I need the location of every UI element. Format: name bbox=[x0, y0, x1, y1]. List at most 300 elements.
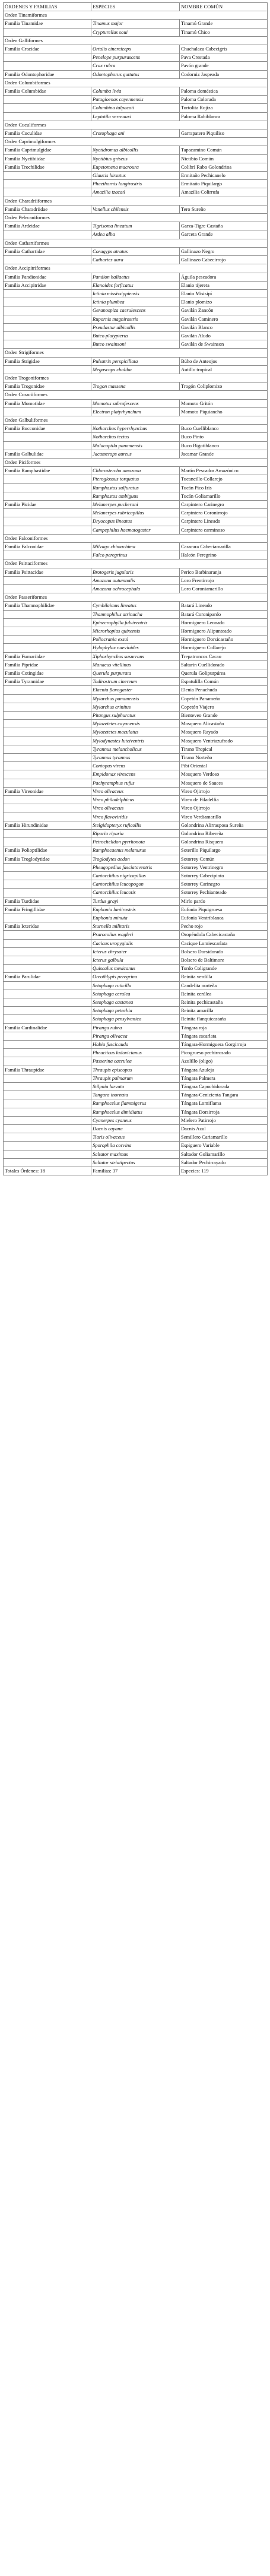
species-cell: Crotophaga ani bbox=[91, 129, 180, 138]
species-row bbox=[4, 871, 268, 880]
common-name-cell: Tinamú Grande bbox=[180, 20, 268, 28]
species-cell: Falco peregrinus bbox=[91, 551, 180, 560]
order-name: Orden Galbuliformes bbox=[4, 416, 91, 424]
common-name-cell: Reinita flanquicastaña bbox=[180, 1015, 268, 1023]
order-row bbox=[4, 534, 268, 542]
species-cell: Setophaga cerulea bbox=[91, 990, 180, 998]
order-row-empty bbox=[91, 36, 268, 45]
order-row bbox=[4, 264, 268, 273]
order-row-empty bbox=[91, 534, 268, 542]
common-name-cell: Loro Coroniamarillo bbox=[180, 585, 268, 593]
common-name-cell: Mosquero Ventriazufrado bbox=[180, 737, 268, 745]
family-cell bbox=[4, 53, 91, 62]
family-cell: Familia Strigidae bbox=[4, 357, 91, 365]
species-cell: Piranga rubra bbox=[91, 1023, 180, 1032]
order-row-empty bbox=[91, 239, 268, 247]
species-cell: Manacus vitellinus bbox=[91, 660, 180, 669]
species-row bbox=[4, 509, 268, 517]
species-cell: Amazilia tzacatl bbox=[91, 188, 180, 197]
species-row bbox=[4, 425, 268, 433]
species-row bbox=[4, 889, 268, 897]
species-cell: Tangara inornata bbox=[91, 1091, 180, 1099]
common-name-cell: Loro Frentirrojo bbox=[180, 576, 268, 584]
common-name-cell: Tortolita Rojiza bbox=[180, 104, 268, 112]
common-name-cell: Mosquero Alicastaño bbox=[180, 720, 268, 728]
species-row bbox=[4, 492, 268, 500]
order-row-empty bbox=[91, 416, 268, 424]
order-name: Orden Caprimulgiformes bbox=[4, 138, 91, 146]
family-cell: Familia Tyrannidae bbox=[4, 678, 91, 686]
species-row bbox=[4, 1099, 268, 1108]
species-cell: Nyctidromus albicollis bbox=[91, 146, 180, 154]
order-row-empty bbox=[91, 78, 268, 87]
family-cell: Familia Picidae bbox=[4, 500, 91, 508]
common-name-cell: Tirano Tropical bbox=[180, 745, 268, 753]
species-cell: Saltator maximus bbox=[91, 1150, 180, 1158]
species-cell: Pheugopedius fasciatoventris bbox=[91, 863, 180, 871]
species-cell: Tigrisoma lineatum bbox=[91, 222, 180, 230]
species-cell: Cantorchilus leucopogon bbox=[91, 880, 180, 889]
common-name-cell: Ermitaño Pechicanelo bbox=[180, 172, 268, 180]
species-row bbox=[4, 754, 268, 762]
family-cell bbox=[4, 112, 91, 121]
species-cell: Leptotila verreauxi bbox=[91, 112, 180, 121]
family-cell: Familia Tinamidae bbox=[4, 20, 91, 28]
family-cell bbox=[4, 703, 91, 711]
common-name-cell: Soterillo Piquilargo bbox=[180, 846, 268, 855]
family-cell bbox=[4, 585, 91, 593]
species-cell: Penelope purpurascens bbox=[91, 53, 180, 62]
family-cell bbox=[4, 889, 91, 897]
species-row bbox=[4, 340, 268, 349]
common-name-cell: Tapacamino Común bbox=[180, 146, 268, 154]
species-cell: Melanerpes rubricapillus bbox=[91, 509, 180, 517]
common-name-cell: Jacamar Grande bbox=[180, 450, 268, 458]
common-name-cell: Mielero Patirrojo bbox=[180, 1116, 268, 1124]
species-cell: Ramphocelus dimidiatus bbox=[91, 1108, 180, 1116]
common-name-cell: Bolsero Dorsidorado bbox=[180, 947, 268, 956]
common-name-cell: Vireo Verdiamarillo bbox=[180, 813, 268, 821]
total-families: Familias: 37 bbox=[91, 1167, 180, 1175]
species-cell: Malacoptila panamensis bbox=[91, 441, 180, 450]
species-row bbox=[4, 1108, 268, 1116]
common-name-cell: Garceta Grande bbox=[180, 230, 268, 239]
common-name-cell: Reinita pechicastaña bbox=[180, 998, 268, 1006]
species-cell: Vanellus chilensis bbox=[91, 205, 180, 213]
family-cell bbox=[4, 104, 91, 112]
common-name-cell: Copetón Viajero bbox=[180, 703, 268, 711]
common-name-cell: Tángara Dorsirroja bbox=[180, 1108, 268, 1116]
species-cell: Amazona ochrocephala bbox=[91, 585, 180, 593]
common-name-cell: Dacnis Azul bbox=[180, 1125, 268, 1133]
order-row bbox=[4, 138, 268, 146]
species-cell: Columbina talpacoti bbox=[91, 104, 180, 112]
common-name-cell: Pavón grande bbox=[180, 62, 268, 70]
species-cell: Myiodynastes luteiventris bbox=[91, 737, 180, 745]
species-cell: Icterus galbula bbox=[91, 956, 180, 964]
order-row-empty bbox=[91, 560, 268, 568]
species-row bbox=[4, 694, 268, 703]
common-name-cell: Pibí Oriental bbox=[180, 762, 268, 770]
family-cell: Familia Cotingidae bbox=[4, 669, 91, 678]
common-name-cell: Gallinazo Negro bbox=[180, 247, 268, 255]
species-row bbox=[4, 441, 268, 450]
species-cell: Geranospiza caerulescens bbox=[91, 306, 180, 315]
species-cell: Turdus grayi bbox=[91, 897, 180, 905]
species-row bbox=[4, 188, 268, 197]
species-cell: Epinecrophylla fulviventris bbox=[91, 618, 180, 627]
common-name-cell: Oropéndola Cabecicastaña bbox=[180, 931, 268, 939]
species-cell: Buteo platypterus bbox=[91, 331, 180, 340]
species-row bbox=[4, 104, 268, 112]
species-row bbox=[4, 1083, 268, 1091]
common-name-cell: Vireo de Filadelfia bbox=[180, 796, 268, 804]
species-row bbox=[4, 796, 268, 804]
family-cell: Familia Thamnophilidae bbox=[4, 602, 91, 610]
species-cell: Chlorostercha amazona bbox=[91, 467, 180, 475]
species-row bbox=[4, 129, 268, 138]
species-cell: Crypturellus soui bbox=[91, 28, 180, 36]
species-cell: Cymbilaimus lineatus bbox=[91, 602, 180, 610]
species-cell: Ortalis cinereiceps bbox=[91, 45, 180, 53]
family-cell: Familia Odontophoridae bbox=[4, 70, 91, 78]
species-row bbox=[4, 475, 268, 483]
common-name-cell: Garza-Tigre Castaña bbox=[180, 222, 268, 230]
common-name-cell: Halcón Peregrino bbox=[180, 551, 268, 560]
order-row-empty bbox=[91, 11, 268, 20]
family-cell bbox=[4, 618, 91, 627]
species-row bbox=[4, 1074, 268, 1082]
species-row bbox=[4, 399, 268, 407]
species-row bbox=[4, 897, 268, 905]
common-name-cell: Cacique Lomiescarlata bbox=[180, 939, 268, 947]
family-cell: Familia Nyctibiidae bbox=[4, 154, 91, 163]
family-cell bbox=[4, 694, 91, 703]
family-cell: Familia Caprimulgidae bbox=[4, 146, 91, 154]
common-name-cell: Querula Golipurpúrea bbox=[180, 669, 268, 678]
family-cell: Familia Columbidae bbox=[4, 87, 91, 96]
species-row bbox=[4, 779, 268, 787]
common-name-cell: Golondrina Ribereña bbox=[180, 829, 268, 837]
common-name-cell: Codorniz Jaspeada bbox=[180, 70, 268, 78]
species-row bbox=[4, 230, 268, 239]
species-row bbox=[4, 483, 268, 492]
species-cell: Patagioenas cayennensis bbox=[91, 96, 180, 104]
species-row bbox=[4, 1133, 268, 1142]
family-cell bbox=[4, 230, 91, 239]
species-cell: Myiozetetes cayanensis bbox=[91, 720, 180, 728]
family-cell bbox=[4, 939, 91, 947]
order-row bbox=[4, 458, 268, 466]
order-name: Orden Accipitriformes bbox=[4, 264, 91, 273]
common-name-cell: Bolsero de Baltimore bbox=[180, 956, 268, 964]
species-cell: Phaethornis longirostris bbox=[91, 180, 180, 188]
species-cell: Cantorchilus leucotis bbox=[91, 889, 180, 897]
family-cell: Familia Psittacidae bbox=[4, 568, 91, 576]
species-cell: Nyctibius griseus bbox=[91, 154, 180, 163]
family-cell bbox=[4, 315, 91, 323]
species-cell: Oreothlypis peregrina bbox=[91, 973, 180, 981]
species-row bbox=[4, 627, 268, 636]
species-cell: Trogon massena bbox=[91, 383, 180, 391]
common-name-cell: Reinita cerúlea bbox=[180, 990, 268, 998]
common-name-cell: Nictibio Común bbox=[180, 154, 268, 163]
species-row bbox=[4, 433, 268, 441]
order-row-empty bbox=[91, 214, 268, 222]
species-cell: Habia fuscicauda bbox=[91, 1040, 180, 1048]
family-cell bbox=[4, 956, 91, 964]
common-name-cell: Martín Pescador Amazónico bbox=[180, 467, 268, 475]
family-cell bbox=[4, 644, 91, 652]
order-row-empty bbox=[91, 197, 268, 205]
family-cell bbox=[4, 636, 91, 644]
common-name-cell: Sotorrey Pechianteado bbox=[180, 889, 268, 897]
family-cell: Familia Falconidae bbox=[4, 543, 91, 551]
species-row bbox=[4, 323, 268, 331]
common-name-cell: Elanio tijereta bbox=[180, 281, 268, 289]
species-row bbox=[4, 551, 268, 560]
species-row bbox=[4, 652, 268, 660]
common-name-cell: Tinamú Chico bbox=[180, 28, 268, 36]
species-cell: Ardea alba bbox=[91, 230, 180, 239]
common-name-cell: Amazilia Colirrufa bbox=[180, 188, 268, 197]
species-cell: Ictinia plumbea bbox=[91, 298, 180, 306]
common-name-cell: Batará Coronipardo bbox=[180, 610, 268, 618]
species-row bbox=[4, 602, 268, 610]
order-row bbox=[4, 416, 268, 424]
species-row bbox=[4, 813, 268, 821]
species-row bbox=[4, 669, 268, 678]
species-cell: Buteo swainsoni bbox=[91, 340, 180, 349]
species-row bbox=[4, 298, 268, 306]
common-name-cell: Garrapatero Piquiliso bbox=[180, 129, 268, 138]
order-name: Orden Passeriformes bbox=[4, 593, 91, 602]
species-cell: Myiarchus panamensis bbox=[91, 694, 180, 703]
species-cell: Icterus chrysater bbox=[91, 947, 180, 956]
species-row bbox=[4, 1049, 268, 1057]
family-cell: Familia Polioptilidae bbox=[4, 846, 91, 855]
order-row-empty bbox=[91, 391, 268, 399]
common-name-cell: Gavilán de Swainson bbox=[180, 340, 268, 349]
common-name-cell: Paloma Colorada bbox=[180, 96, 268, 104]
common-name-cell: Tángara escarlata bbox=[180, 1032, 268, 1040]
common-name-cell: Saltador Pechirrayado bbox=[180, 1158, 268, 1167]
common-name-cell: Reinita amarilla bbox=[180, 1007, 268, 1015]
species-cell: Coragyps atratus bbox=[91, 247, 180, 255]
species-cell: Pheucticus ludovicianus bbox=[91, 1049, 180, 1057]
species-row bbox=[4, 998, 268, 1006]
species-row bbox=[4, 737, 268, 745]
species-row bbox=[4, 728, 268, 737]
common-name-cell: Golondrina Alirrasposa Sureña bbox=[180, 821, 268, 829]
species-row bbox=[4, 880, 268, 889]
family-cell bbox=[4, 172, 91, 180]
family-cell bbox=[4, 441, 91, 450]
family-cell bbox=[4, 1133, 91, 1142]
species-cell: Tyrannus tyrannus bbox=[91, 754, 180, 762]
family-cell: Familia Furnariidae bbox=[4, 652, 91, 660]
species-row bbox=[4, 1040, 268, 1048]
species-row bbox=[4, 939, 268, 947]
common-name-cell: Reinita verdilla bbox=[180, 973, 268, 981]
common-name-cell: Batará Lineado bbox=[180, 602, 268, 610]
species-cell: Vireo philadelphicus bbox=[91, 796, 180, 804]
common-name-cell: Sotorrey Carinegro bbox=[180, 880, 268, 889]
species-cell: Cyanerpes cyaneus bbox=[91, 1116, 180, 1124]
species-cell: Thraupis palmarum bbox=[91, 1074, 180, 1082]
species-cell: Vireo olivaceus bbox=[91, 804, 180, 813]
header-species: ESPECIES bbox=[91, 3, 180, 11]
species-row bbox=[4, 357, 268, 365]
species-row bbox=[4, 686, 268, 694]
species-row bbox=[4, 1015, 268, 1023]
species-row bbox=[4, 45, 268, 53]
order-row bbox=[4, 593, 268, 602]
species-row bbox=[4, 863, 268, 871]
order-row bbox=[4, 214, 268, 222]
family-cell bbox=[4, 1142, 91, 1150]
species-cell: Eupetomena macroura bbox=[91, 163, 180, 171]
species-row bbox=[4, 146, 268, 154]
species-cell: Petrochelidon pyrrhonota bbox=[91, 838, 180, 846]
order-name: Orden Galliformes bbox=[4, 36, 91, 45]
table-header-row bbox=[4, 3, 268, 11]
common-name-cell: Saltador Goliamarillo bbox=[180, 1150, 268, 1158]
species-cell: Contopus virens bbox=[91, 762, 180, 770]
family-cell bbox=[4, 1083, 91, 1091]
family-cell: Familia Bucconidae bbox=[4, 425, 91, 433]
common-name-cell: Tángara Palmera bbox=[180, 1074, 268, 1082]
species-cell: Megascops choliba bbox=[91, 365, 180, 374]
species-cell: Microrhopias quixensis bbox=[91, 627, 180, 636]
species-row bbox=[4, 804, 268, 813]
family-cell: Familia Thraupidae bbox=[4, 1066, 91, 1074]
family-cell bbox=[4, 289, 91, 298]
common-name-cell: Pecho rojo bbox=[180, 922, 268, 931]
family-cell bbox=[4, 863, 91, 871]
common-name-cell: Mirlo pardo bbox=[180, 897, 268, 905]
species-row bbox=[4, 500, 268, 508]
species-row bbox=[4, 1091, 268, 1099]
species-row bbox=[4, 222, 268, 230]
species-row bbox=[4, 383, 268, 391]
species-cell: Jacamerops aureus bbox=[91, 450, 180, 458]
common-name-cell: Paloma Rabiblanca bbox=[180, 112, 268, 121]
order-row bbox=[4, 36, 268, 45]
order-name: Orden Piciformes bbox=[4, 458, 91, 466]
family-cell bbox=[4, 365, 91, 374]
common-name-cell: Azulillo (oligo) bbox=[180, 1057, 268, 1066]
header-orders-families: ÓRDENES Y FAMILIAS bbox=[4, 3, 91, 11]
table-body bbox=[4, 11, 268, 1167]
species-cell: Vireo olivaceus bbox=[91, 787, 180, 795]
species-cell: Melanerpes pucherani bbox=[91, 500, 180, 508]
species-row bbox=[4, 947, 268, 956]
order-row-empty bbox=[91, 349, 268, 357]
species-cell: Tyrannus melancholicus bbox=[91, 745, 180, 753]
species-cell: Todirostrum cinereum bbox=[91, 678, 180, 686]
family-cell: Familia Fringillidae bbox=[4, 905, 91, 914]
family-cell bbox=[4, 880, 91, 889]
species-row bbox=[4, 20, 268, 28]
family-cell bbox=[4, 1032, 91, 1040]
order-name: Orden Cuculiformes bbox=[4, 121, 91, 129]
family-cell bbox=[4, 526, 91, 534]
species-row bbox=[4, 846, 268, 855]
order-name: Orden Coraciiformes bbox=[4, 391, 91, 399]
common-name-cell: Hormiguero Alipunteado bbox=[180, 627, 268, 636]
species-row bbox=[4, 450, 268, 458]
common-name-cell: Paloma doméstica bbox=[180, 87, 268, 96]
species-row bbox=[4, 154, 268, 163]
species-cell: Saltator striatipectus bbox=[91, 1158, 180, 1167]
family-cell: Familia Cardinalidae bbox=[4, 1023, 91, 1032]
order-name: Orden Pelecaniformes bbox=[4, 214, 91, 222]
species-cell: Campephilus haematogaster bbox=[91, 526, 180, 534]
common-name-cell: Tángara-Cenicienta Tangara bbox=[180, 1091, 268, 1099]
species-cell: Crax rubra bbox=[91, 62, 180, 70]
family-cell bbox=[4, 610, 91, 618]
species-row bbox=[4, 96, 268, 104]
common-name-cell: Carpintero Lineado bbox=[180, 517, 268, 526]
species-row bbox=[4, 331, 268, 340]
common-name-cell: Espiguero Variable bbox=[180, 1142, 268, 1150]
species-cell: Notharchus hyperrhynchus bbox=[91, 425, 180, 433]
family-cell bbox=[4, 838, 91, 846]
common-name-cell: Tángara Azuleja bbox=[180, 1066, 268, 1074]
family-cell: Familia Galbulidae bbox=[4, 450, 91, 458]
species-cell: Quiscalus mexicanus bbox=[91, 965, 180, 973]
species-row bbox=[4, 407, 268, 416]
common-name-cell: Chachalaca Cabecigris bbox=[180, 45, 268, 53]
species-row bbox=[4, 618, 268, 627]
species-row bbox=[4, 585, 268, 593]
order-name: Orden Strigiformes bbox=[4, 349, 91, 357]
species-row bbox=[4, 163, 268, 171]
species-row bbox=[4, 365, 268, 374]
totals-row bbox=[4, 1167, 268, 1175]
species-cell: Cacicus uropygialis bbox=[91, 939, 180, 947]
common-name-cell: Trogón Coliplomizo bbox=[180, 383, 268, 391]
order-row bbox=[4, 11, 268, 20]
family-cell: Familia Turdidae bbox=[4, 897, 91, 905]
common-name-cell: Tucán Pico Iris bbox=[180, 483, 268, 492]
species-cell: Ictinia mississippiensis bbox=[91, 289, 180, 298]
species-row bbox=[4, 467, 268, 475]
order-row-empty bbox=[91, 593, 268, 602]
common-name-cell: Mosquero de Sauces bbox=[180, 779, 268, 787]
common-name-cell: Eufonia Piquigruesa bbox=[180, 905, 268, 914]
family-cell: Familia Ramphastidae bbox=[4, 467, 91, 475]
species-row bbox=[4, 70, 268, 78]
order-name: Orden Charadriiformes bbox=[4, 197, 91, 205]
common-name-cell: Tucancillo Collarejo bbox=[180, 475, 268, 483]
family-cell bbox=[4, 1150, 91, 1158]
family-cell bbox=[4, 813, 91, 821]
common-name-cell: Pava Crestada bbox=[180, 53, 268, 62]
family-cell bbox=[4, 737, 91, 745]
species-cell: Empidonax virescens bbox=[91, 770, 180, 779]
family-cell bbox=[4, 475, 91, 483]
species-row bbox=[4, 712, 268, 720]
family-cell: Familia Trochilidae bbox=[4, 163, 91, 171]
family-cell bbox=[4, 1116, 91, 1124]
family-cell bbox=[4, 517, 91, 526]
common-name-cell: Mosquero Rayado bbox=[180, 728, 268, 737]
family-cell bbox=[4, 180, 91, 188]
species-row bbox=[4, 1142, 268, 1150]
family-cell bbox=[4, 981, 91, 990]
